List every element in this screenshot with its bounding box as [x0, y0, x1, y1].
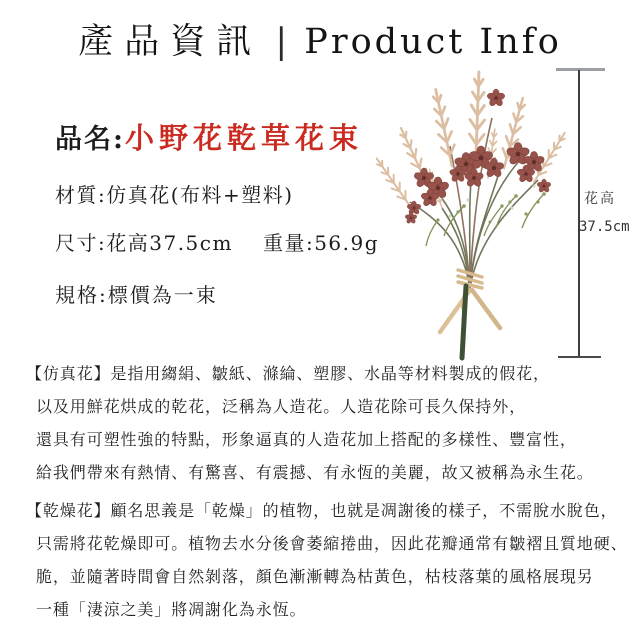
paragraph-line: 只需將花乾燥即可。植物去水分後會萎縮捲曲，因此花瓣通常有皺褶且質地硬、	[36, 534, 628, 553]
material-value: 仿真花(布料+塑料)	[106, 183, 294, 207]
spec-row-material	[55, 179, 294, 208]
spec-row-product-name	[55, 116, 363, 157]
measurement-value: 37.5cm	[579, 219, 630, 235]
paragraph-artificial-flower	[26, 357, 632, 489]
bouquet-product-image	[366, 56, 576, 368]
weight-value: 56.9g	[314, 231, 380, 255]
measurement-line	[578, 70, 580, 358]
packaging-label: 規格:	[55, 283, 108, 307]
paragraph-dried-flower	[26, 494, 632, 626]
weight-label: 重量:	[262, 231, 315, 255]
packaging-value: 標價為一束	[107, 283, 218, 307]
paragraph-line: 還具有可塑性強的特點，形象逼真的人造花加上搭配的多樣性、豐富性，	[36, 430, 577, 449]
page-title-en: Product Info	[304, 22, 562, 62]
paragraph-line: 【乾燥花】顧名思義是「乾燥」的植物，也就是凋謝後的樣子，不需脫水脫色，	[26, 501, 618, 520]
paragraph-line: 脆，並隨著時間會自然剝落，顏色漸漸轉為枯黃色，枯枝落葉的風格展現另	[36, 567, 594, 586]
spec-row-packaging	[55, 279, 218, 308]
title-divider: |	[275, 22, 288, 62]
measurement-top-cap	[556, 68, 605, 71]
paragraph-line: 以及用鮮花烘成的乾花，泛稱為人造花。人造花除可長久保持外，	[36, 397, 527, 416]
product-name-value: 小野花乾草花束	[124, 121, 363, 155]
size-value: 花高37.5cm	[106, 231, 233, 255]
paragraph-line: 給我們帶來有熱情、有驚喜、有震撼、有永恆的美麗，故又被稱為永生花。	[36, 463, 594, 482]
spec-row-size	[55, 227, 379, 256]
paragraph-line: 【仿真花】是指用縐絹、皺紙、滌綸、塑膠、水晶等材料製成的假花，	[26, 364, 550, 383]
measurement-label: 花高	[584, 191, 616, 207]
material-label: 材質:	[55, 183, 107, 207]
size-label: 尺寸:	[55, 231, 107, 255]
paragraph-line: 一種「淒涼之美」將凋謝化為永恆。	[36, 600, 307, 619]
product-name-label: 品名:	[55, 124, 125, 155]
page-title-zh: 產品資訊	[78, 22, 263, 62]
